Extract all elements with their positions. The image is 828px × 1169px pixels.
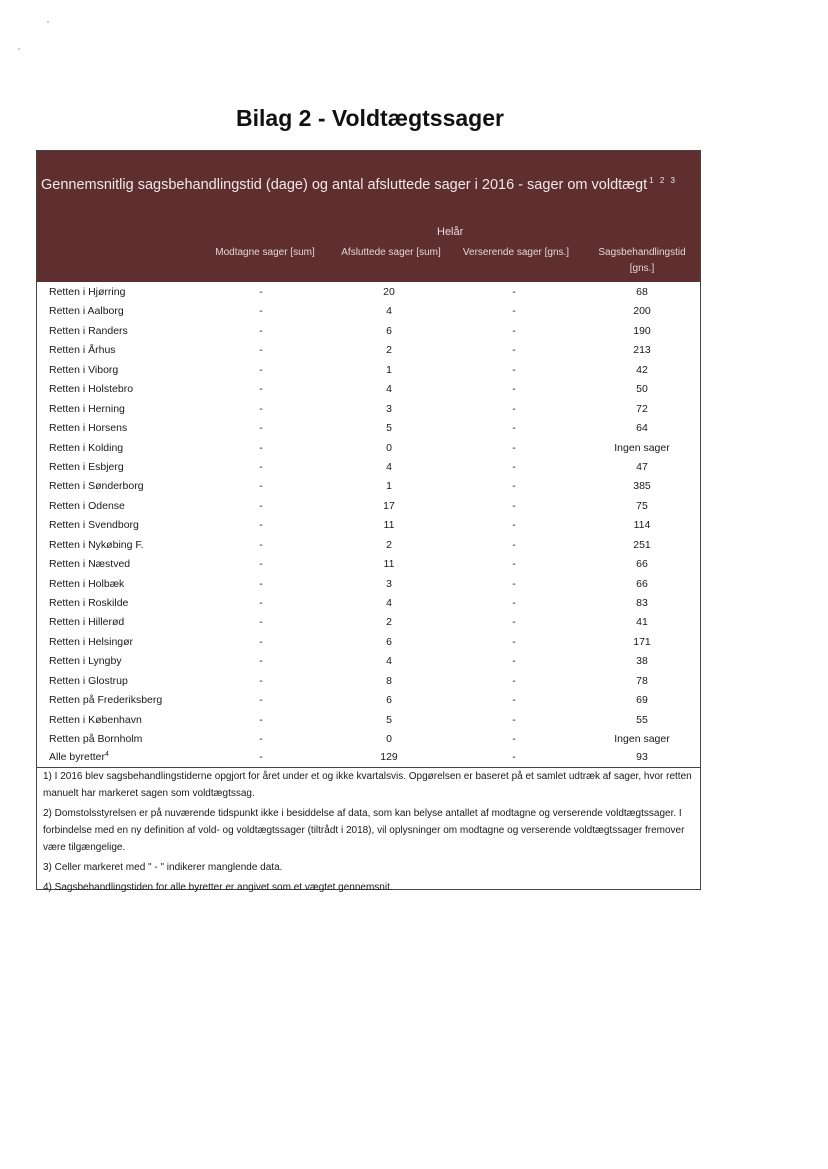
received-cell: -: [259, 713, 263, 726]
court-name: Retten på Bornholm: [49, 733, 143, 746]
pending-cell: -: [512, 597, 516, 609]
received-cell: -: [259, 344, 263, 357]
processing-time-cell: 83: [636, 597, 648, 609]
received-cell: -: [259, 519, 263, 532]
pending-cell: -: [512, 344, 516, 357]
court-name: Retten i Glostrup: [49, 674, 128, 687]
court-name: Retten i Århus: [49, 344, 116, 357]
closed-cell: 11: [383, 558, 395, 571]
processing-time-cell: 75: [636, 499, 648, 512]
footnote-2: 2) Domstolsstyrelsen er på nuværende tidspunkt ikke i besiddelse af data, som kan belyse antallet af modtagne og verserende voldtægtssager. I forbindelse med en ny definition af vold- og voldtægtssager (tiltrådt i 2018), vil oplysninger om modtagne og verserende voldtægtssager fremover være tilgængelige.: [43, 808, 685, 853]
court-name: Retten i København: [49, 713, 142, 726]
pending-cell: -: [512, 286, 516, 298]
table-total-row: [37, 749, 700, 768]
processing-time-cell: 55: [636, 713, 648, 726]
closed-cell: 0: [386, 441, 392, 454]
received-cell: -: [259, 363, 263, 376]
received-cell: -: [259, 616, 263, 629]
closed-cell: 2: [386, 538, 392, 551]
closed-cell: 5: [386, 713, 392, 726]
processing-time-cell: 385: [633, 480, 651, 493]
processing-time-cell: 78: [636, 674, 648, 687]
processing-time-cell: 41: [636, 616, 648, 629]
total-received-cell: -: [259, 750, 263, 763]
total-processing-time-cell: 93: [636, 750, 648, 763]
court-name: Retten i Svendborg: [49, 519, 139, 532]
pending-cell: -: [512, 324, 516, 337]
processing-time-cell: 171: [633, 635, 651, 648]
court-name: Retten i Odense: [49, 499, 125, 512]
col-header-pending: Verserende sager [gns.]: [462, 247, 570, 258]
closed-cell: 3: [386, 577, 392, 590]
processing-time-cell: 47: [636, 460, 648, 473]
court-name: Retten i Næstved: [49, 558, 131, 571]
col-header-received: Modtagne sager [sum]: [215, 247, 315, 258]
processing-time-cell: Ingen sager: [614, 441, 670, 454]
closed-cell: 2: [386, 616, 392, 629]
pending-cell: -: [512, 422, 516, 435]
received-cell: -: [259, 577, 263, 590]
court-name: Retten i Randers: [49, 324, 128, 337]
pending-cell: -: [512, 499, 516, 512]
received-cell: -: [259, 324, 263, 337]
processing-time-cell: 50: [636, 383, 648, 396]
closed-cell: 5: [386, 422, 392, 435]
closed-cell: 1: [386, 480, 392, 493]
table-row: [37, 476, 700, 495]
closed-cell: 6: [386, 694, 392, 707]
table-row: [37, 632, 700, 651]
footnotes: [37, 767, 700, 896]
period-label: Helår: [437, 226, 464, 238]
pending-cell: -: [512, 519, 516, 532]
closed-cell: 8: [386, 674, 392, 687]
table-row: [37, 496, 700, 515]
table-row: [37, 340, 700, 359]
processing-time-cell: 114: [633, 519, 651, 532]
processing-time-cell: 72: [636, 402, 648, 415]
closed-cell: 4: [386, 460, 392, 473]
footnote-4: 4) Sagsbehandlingstiden for alle byretter er angivet som et vægtet gennemsnit.: [43, 882, 393, 893]
total-pending-cell: -: [512, 750, 516, 763]
pending-cell: -: [512, 402, 516, 415]
table-row: [37, 379, 700, 398]
table-row: [37, 418, 700, 437]
processing-time-cell: 200: [633, 305, 651, 318]
table-row: [37, 301, 700, 320]
closed-cell: 4: [386, 383, 392, 396]
received-cell: -: [259, 538, 263, 551]
court-name: Retten i Holbæk: [49, 577, 125, 590]
received-cell: -: [259, 422, 263, 435]
table-row: [37, 729, 700, 748]
footnote-3: 3) Celler markeret med " - " indikerer manglende data.: [43, 862, 283, 873]
processing-time-cell: 66: [636, 577, 648, 590]
col-header-processing-time-line1: Sagsbehandlingstid: [598, 247, 686, 258]
closed-cell: 6: [386, 635, 392, 648]
table-row: [37, 554, 700, 573]
pending-cell: -: [512, 733, 516, 746]
table-body: [37, 282, 700, 768]
footnote-ref: 4: [105, 750, 109, 758]
closed-cell: 0: [386, 733, 392, 746]
closed-cell: 4: [386, 597, 392, 609]
closed-cell: 4: [386, 655, 392, 668]
pending-cell: -: [512, 383, 516, 396]
closed-cell: 1: [386, 363, 392, 376]
pending-cell: -: [512, 480, 516, 493]
pending-cell: -: [512, 694, 516, 707]
col-header-closed: Afsluttede sager [sum]: [341, 247, 441, 258]
closed-cell: 2: [386, 344, 392, 357]
received-cell: -: [259, 558, 263, 571]
processing-time-cell: 38: [636, 655, 648, 668]
processing-time-cell: 66: [636, 558, 648, 571]
received-cell: -: [259, 655, 263, 668]
received-cell: -: [259, 383, 263, 396]
processing-time-cell: 42: [636, 363, 648, 376]
table-header-band: [37, 151, 700, 282]
court-name: Retten i Hillerød: [49, 616, 125, 629]
scan-speck: [47, 21, 49, 23]
pending-cell: -: [512, 460, 516, 473]
table-heading: [41, 176, 677, 193]
court-name: Retten i Sønderborg: [49, 480, 144, 493]
footnote-refs: 1 2 3: [649, 176, 677, 185]
processing-time-cell: 69: [636, 694, 648, 707]
table-row: [37, 438, 700, 457]
table-row: [37, 612, 700, 631]
received-cell: -: [259, 499, 263, 512]
received-cell: -: [259, 733, 263, 746]
table-row: [37, 515, 700, 534]
pending-cell: -: [512, 441, 516, 454]
processing-time-cell: 190: [633, 324, 651, 337]
col-header-processing-time: [584, 245, 700, 277]
court-name: Retten i Roskilde: [49, 597, 129, 609]
closed-cell: 17: [383, 499, 395, 512]
court-name: Retten i Horsens: [49, 422, 128, 435]
court-name: Retten i Kolding: [49, 441, 124, 454]
received-cell: -: [259, 635, 263, 648]
table-row: [37, 457, 700, 476]
scan-speck: [18, 48, 20, 50]
pending-cell: -: [512, 635, 516, 648]
data-table: [36, 150, 701, 893]
closed-cell: 3: [386, 402, 392, 415]
table-row: [37, 593, 700, 612]
total-closed-cell: 129: [380, 750, 398, 763]
court-name: Retten i Helsingør: [49, 635, 134, 648]
court-name: Retten i Nykøbing F.: [49, 538, 144, 551]
court-name: Retten i Viborg: [49, 363, 119, 376]
pending-cell: -: [512, 305, 516, 318]
pending-cell: -: [512, 538, 516, 551]
footnote-1: 1) I 2016 blev sagsbehandlingstiderne opgjort for året under et og ikke kvartalsvis. Opgørelsen er baseret på et samlet udtræk af sager, hvor retten manuelt har markeret sagen som voldtægtssag.: [43, 771, 692, 799]
closed-cell: 11: [383, 519, 395, 532]
court-name: Retten i Esbjerg: [49, 460, 124, 473]
table-row: [37, 574, 700, 593]
court-name: Retten i Herning: [49, 402, 125, 415]
table-row: [37, 321, 700, 340]
table-row: [37, 399, 700, 418]
processing-time-cell: 68: [636, 286, 648, 298]
court-name: Retten i Holstebro: [49, 383, 134, 396]
court-name: Retten i Hjørring: [49, 286, 126, 298]
pending-cell: -: [512, 616, 516, 629]
col-header-processing-time-line2: [gns.]: [629, 263, 655, 274]
pending-cell: -: [512, 558, 516, 571]
table-row: [37, 282, 700, 301]
closed-cell: 4: [386, 305, 392, 318]
closed-cell: 20: [383, 286, 395, 298]
received-cell: -: [259, 305, 263, 318]
received-cell: -: [259, 597, 263, 609]
pending-cell: -: [512, 713, 516, 726]
pending-cell: -: [512, 655, 516, 668]
total-court-name: [49, 751, 109, 763]
received-cell: -: [259, 441, 263, 454]
table-row: [37, 710, 700, 729]
table-row: [37, 535, 700, 554]
received-cell: -: [259, 460, 263, 473]
received-cell: -: [259, 286, 263, 298]
court-name: Retten på Frederiksberg: [49, 694, 163, 707]
court-name: Retten i Lyngby: [49, 655, 122, 668]
received-cell: -: [259, 694, 263, 707]
total-label: Alle byretter: [49, 750, 106, 763]
received-cell: -: [259, 674, 263, 687]
court-name: Retten i Aalborg: [49, 305, 124, 318]
received-cell: -: [259, 402, 263, 415]
processing-time-cell: 251: [633, 538, 651, 551]
received-cell: -: [259, 480, 263, 493]
table-row: [37, 651, 700, 670]
processing-time-cell: Ingen sager: [614, 733, 670, 746]
closed-cell: 6: [386, 324, 392, 337]
pending-cell: -: [512, 363, 516, 376]
table-row: [37, 690, 700, 709]
table-row: [37, 671, 700, 690]
table-row: [37, 360, 700, 379]
processing-time-cell: 64: [636, 422, 648, 435]
processing-time-cell: 213: [633, 344, 651, 357]
pending-cell: -: [512, 577, 516, 590]
table-heading-text: Gennemsnitlig sagsbehandlingstid (dage) og antal afsluttede sager i 2016 - sager om voldtægt: [41, 177, 648, 193]
page-title: Bilag 2 - Voldtægtssager: [236, 105, 504, 131]
pending-cell: -: [512, 674, 516, 687]
